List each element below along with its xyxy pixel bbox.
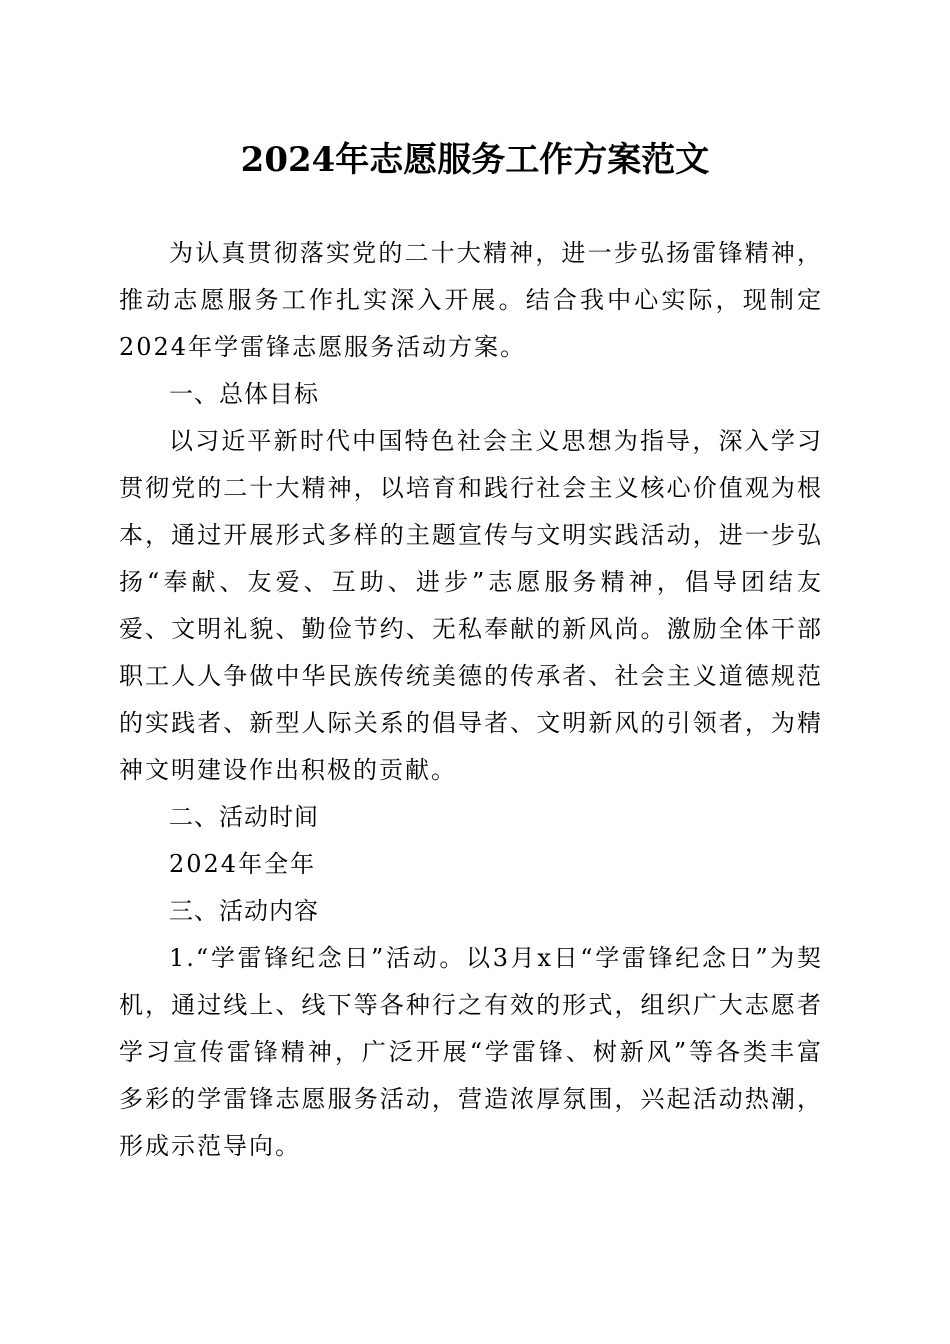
section-heading-goals: 一、总体目标	[169, 380, 319, 408]
time-paragraph: 2024年全年	[169, 850, 317, 878]
goals-paragraph: 以习近平新时代中国特色社会主义思想为指导，深入学习贯彻党的二十大精神，以培育和践行社会主义核心价值观为根本，通过开展形式多样的主题宣传与文明实践活动，进一步弘扬“奉献、友爱、互助、进步”志愿服务精神，倡导团结友爱、文明礼貌、勤俭节约、无私奉献的新风尚。激励全体干部职工人人争做中华民族传统美德的传承者、社会主义道德规范的实践者、新型人际关系的倡导者、文明新风的引领者，为精神文明建设作出积极的贡献。	[119, 427, 823, 784]
section-heading-content: 三、活动内容	[169, 897, 319, 925]
content-paragraph-1: 1.“学雷锋纪念日”活动。以3月x日“学雷锋纪念日”为契机，通过线上、线下等各种行之有效的形式，组织广大志愿者学习宣传雷锋精神，广泛开展“学雷锋、树新风”等各类丰富多彩的学雷锋志愿服务活动，营造浓厚氛围，兴起活动热潮，形成示范导向。	[119, 944, 823, 1160]
document-title: 2024年志愿服务工作方案范文	[240, 140, 710, 180]
section-heading-time: 二、活动时间	[169, 803, 319, 831]
document-body	[119, 230, 823, 1170]
intro-paragraph: 为认真贯彻落实党的二十大精神，进一步弘扬雷锋精神，推动志愿服务工作扎实深入开展。结合我中心实际，现制定2024年学雷锋志愿服务活动方案。	[119, 239, 823, 361]
